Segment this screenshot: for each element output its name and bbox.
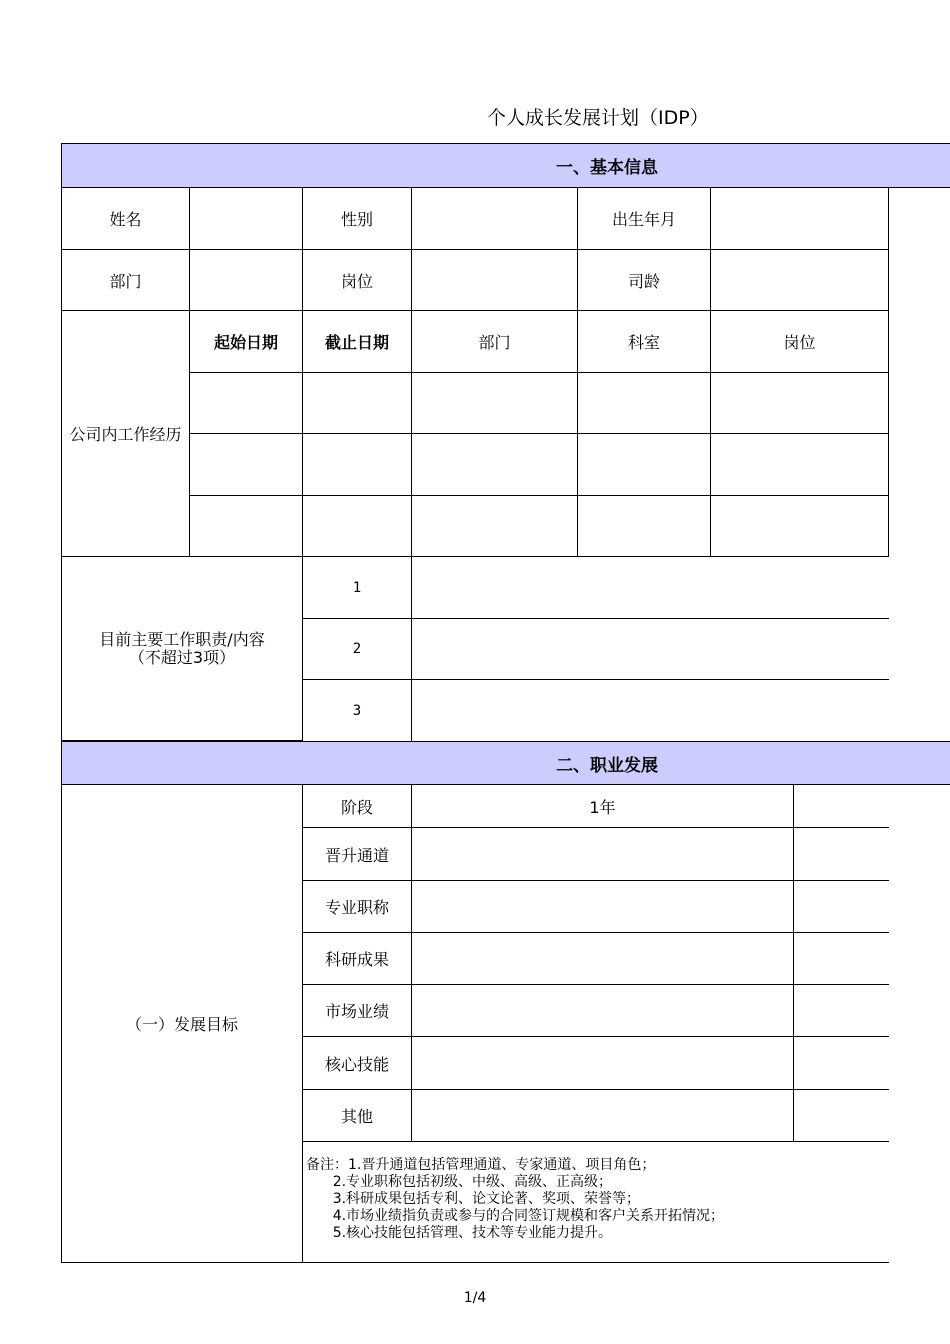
goal-cell[interactable] [412, 1037, 794, 1090]
tenure-label: 司龄 [578, 250, 711, 311]
history-cell[interactable] [303, 496, 412, 557]
note-line: 备注：1.晋升通道包括管理通道、专家通道、项目角色； [306, 1157, 656, 1173]
goal-cell[interactable] [794, 1090, 889, 1142]
history-cell[interactable] [578, 373, 711, 434]
page-title: 个人成长发展计划（IDP） [487, 107, 709, 129]
history-cell[interactable] [303, 434, 412, 496]
duties-label: 目前主要工作职责/内容 （不超过3项） [62, 557, 303, 741]
goal-cell[interactable] [412, 828, 794, 881]
goal-cell[interactable] [794, 933, 889, 985]
goal-row-market: 市场业绩 [303, 985, 412, 1037]
note-line: 5.核心技能包括管理、技术等专业能力提升。 [306, 1225, 613, 1241]
stage-label: 阶段 [303, 785, 412, 828]
birth-label: 出生年月 [578, 188, 711, 250]
section-basic-info-header [61, 143, 950, 188]
duty-content-3[interactable] [412, 680, 889, 741]
birth-value[interactable] [711, 188, 889, 250]
history-cell[interactable] [190, 434, 303, 496]
note-line: 3.科研成果包括专利、论文论著、奖项、荣誉等； [306, 1191, 641, 1207]
history-cell[interactable] [190, 496, 303, 557]
page-number: 1/4 [463, 1290, 487, 1306]
duty-number-2: 2 [303, 619, 412, 680]
history-header-office: 科室 [578, 311, 711, 373]
goal-cell[interactable] [794, 881, 889, 933]
goal-cell[interactable] [412, 1090, 794, 1142]
history-header-start-date: 起始日期 [190, 311, 303, 373]
goal-row-research: 科研成果 [303, 933, 412, 985]
stage-1-year: 1年 [412, 785, 794, 828]
dept-value[interactable] [190, 250, 303, 311]
history-cell[interactable] [412, 434, 578, 496]
history-cell[interactable] [578, 434, 711, 496]
duty-number-3: 3 [303, 680, 412, 741]
dept-label: 部门 [62, 250, 190, 311]
history-cell[interactable] [711, 434, 889, 496]
goal-row-skills: 核心技能 [303, 1037, 412, 1090]
section-basic-info-title: 一、基本信息 [556, 158, 658, 178]
goal-row-other: 其他 [303, 1090, 412, 1142]
duty-content-2[interactable] [412, 619, 889, 680]
goal-row-promotion: 晋升通道 [303, 828, 412, 881]
gender-value[interactable] [412, 188, 578, 250]
history-cell[interactable] [711, 496, 889, 557]
history-header-end-date: 截止日期 [303, 311, 412, 373]
history-cell[interactable] [412, 373, 578, 434]
history-cell[interactable] [303, 373, 412, 434]
name-value[interactable] [190, 188, 303, 250]
history-cell[interactable] [412, 496, 578, 557]
section-career-title: 二、职业发展 [556, 755, 658, 776]
history-header-dept: 部门 [412, 311, 578, 373]
goal-cell[interactable] [412, 933, 794, 985]
goal-row-title: 专业职称 [303, 881, 412, 933]
notes-box [303, 1142, 889, 1263]
goal-cell[interactable] [794, 985, 889, 1037]
history-header-post: 岗位 [711, 311, 889, 373]
history-cell[interactable] [190, 373, 303, 434]
goal-cell[interactable] [412, 881, 794, 933]
post-label: 岗位 [303, 250, 412, 311]
goal-cell[interactable] [412, 985, 794, 1037]
note-line: 4.市场业绩指负责或参与的合同签订规模和客户关系开拓情况； [306, 1208, 725, 1224]
gender-label: 性别 [303, 188, 412, 250]
tenure-value[interactable] [711, 250, 889, 311]
note-line: 2.专业职称包括初级、中级、高级、正高级； [306, 1174, 613, 1190]
stage-next[interactable] [794, 785, 889, 828]
section-career-header [61, 741, 950, 785]
duty-number-1: 1 [303, 557, 412, 619]
duty-content-1[interactable] [412, 557, 889, 619]
development-goal-label: （一）发展目标 [62, 785, 303, 1263]
work-history-label: 公司内工作经历 [62, 311, 190, 557]
goal-cell[interactable] [794, 1037, 889, 1090]
history-cell[interactable] [578, 496, 711, 557]
goal-cell[interactable] [794, 828, 889, 881]
history-cell[interactable] [711, 373, 889, 434]
name-label: 姓名 [62, 188, 190, 250]
post-value[interactable] [412, 250, 578, 311]
